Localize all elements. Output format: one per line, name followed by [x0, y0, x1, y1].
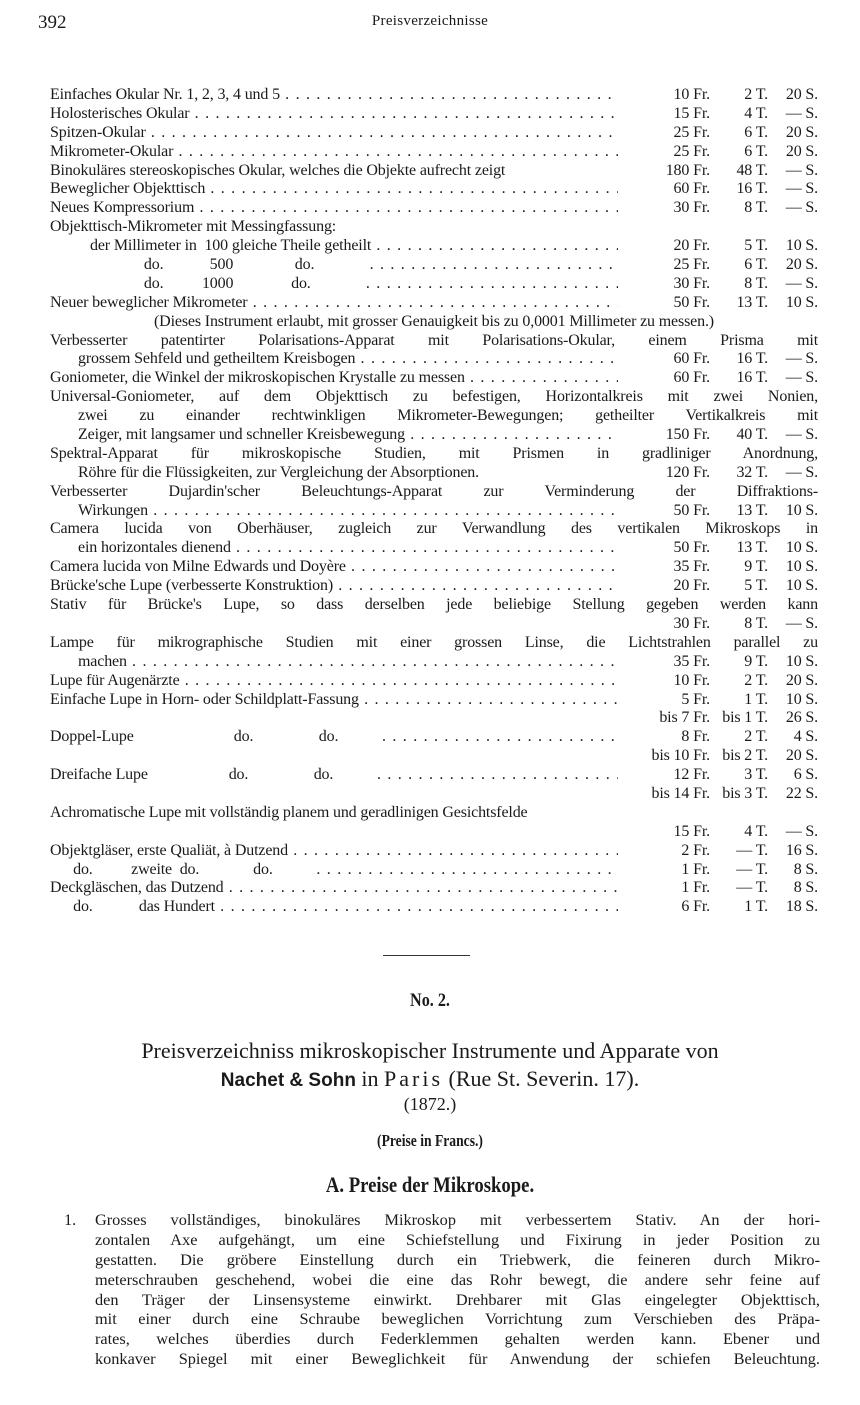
- item-description: Neues Kompressorium . . .: [50, 199, 618, 218]
- price-thaler: — T.: [736, 879, 768, 897]
- page-number: 392: [38, 12, 67, 33]
- price-list-row: [50, 785, 818, 804]
- price-francs: 35 Fr.: [673, 558, 710, 576]
- price-silbergroschen: 22 S.: [785, 784, 818, 802]
- item-description: do. zweite do. do. . . .: [50, 861, 618, 880]
- price-thaler: 4 T.: [744, 104, 768, 122]
- price-list-row: [50, 180, 818, 199]
- item-description: Stativ für Brücke's Lupe, so dass derselben jede beliebige Stellung gegeben werden kann: [50, 596, 818, 614]
- price-list-row: [50, 653, 818, 672]
- price-francs: bis 10 Fr.: [651, 747, 710, 765]
- price-francs: 60 Fr.: [673, 369, 710, 387]
- price-list-row: [50, 143, 818, 162]
- price-silbergroschen: — S.: [785, 426, 818, 444]
- price-list-row: [50, 520, 818, 539]
- item-description: Goniometer, die Winkel der mikroskopischen Krystalle zu messen . . .: [50, 369, 618, 388]
- item-description: Lampe für mikrographische Studien mit einer grossen Linse, die Lichtstrahlen parallel zu: [50, 633, 818, 651]
- price-francs: 20 Fr.: [673, 577, 710, 595]
- item-description: Wirkungen . . .: [50, 502, 618, 521]
- price-list-row: [50, 218, 818, 237]
- price-list-row: [50, 747, 818, 766]
- price-francs: 25 Fr.: [673, 142, 710, 160]
- price-list-row: [50, 313, 818, 332]
- price-thaler: 32 T.: [736, 463, 768, 481]
- price-silbergroschen: 10 S.: [785, 237, 818, 255]
- paragraph-line: meterschrauben geschehend, wobei die eine das Rohr bewegt, die andere sehr feine auf: [95, 1269, 820, 1289]
- price-silbergroschen: — S.: [785, 161, 818, 179]
- item-description: Einfache Lupe in Horn- oder Schildplatt-Fassung . . .: [50, 691, 618, 710]
- price-silbergroschen: 20 S.: [785, 671, 818, 689]
- item-description: Neuer beweglicher Mikrometer . . .: [50, 294, 618, 313]
- item-description: Mikrometer-Okular . . .: [50, 143, 618, 162]
- price-list-row: [50, 237, 818, 256]
- paragraph-line: Grosses vollständiges, binokuläres Mikroskop mit verbessertem Stativ. An der hori-: [95, 1210, 820, 1229]
- price-list-row: [50, 823, 818, 842]
- price-list-row: [50, 672, 818, 691]
- price-silbergroschen: — S.: [785, 274, 818, 292]
- price-francs: bis 7 Fr.: [659, 709, 710, 727]
- item-description: [50, 785, 618, 804]
- price-francs: 25 Fr.: [673, 123, 710, 141]
- item-description: Achromatische Lupe mit vollständig planem und geradlinigen Gesichtsfelde: [50, 803, 528, 821]
- price-francs: 50 Fr.: [673, 501, 710, 519]
- item-number: 1.: [64, 1210, 77, 1229]
- price-thaler: 2 T.: [744, 86, 768, 103]
- price-francs: 10 Fr.: [673, 86, 710, 103]
- price-francs: bis 14 Fr.: [651, 784, 710, 802]
- price-thaler: 5 T.: [744, 237, 768, 255]
- price-thaler: 16 T.: [736, 350, 768, 368]
- item-description: Verbesserter patentirter Polarisations-Apparat mit Polarisations-Okular, einem Prisma mit: [50, 331, 818, 349]
- price-silbergroschen: — S.: [785, 463, 818, 481]
- price-list-row: [50, 199, 818, 218]
- price-francs: 6 Fr.: [681, 898, 710, 916]
- price-francs: 25 Fr.: [673, 256, 710, 274]
- price-francs: 12 Fr.: [673, 766, 710, 784]
- price-thaler: 8 T.: [744, 199, 768, 217]
- price-silbergroschen: 26 S.: [785, 709, 818, 727]
- price-list-row: [50, 879, 818, 898]
- price-thaler: 16 T.: [736, 369, 768, 387]
- price-list-row: [50, 388, 818, 407]
- price-francs: 1 Fr.: [681, 879, 710, 897]
- item-description: Objektgläser, erste Qualiät, à Dutzend . . .: [50, 842, 618, 861]
- item-description: [50, 747, 618, 766]
- price-silbergroschen: 10 S.: [785, 539, 818, 557]
- price-francs: 180 Fr.: [665, 161, 710, 179]
- price-silbergroschen: — S.: [785, 180, 818, 198]
- price-thaler: bis 3 T.: [722, 784, 768, 802]
- section-title: Preisverzeichniss mikroskopischer Instrumente und Apparate von: [141, 1038, 719, 1063]
- price-francs: 35 Fr.: [673, 652, 710, 670]
- item-description: Universal-Goniometer, auf dem Objekttisch zu befestigen, Horizontalkreis mit zwei Nonien,: [50, 388, 818, 406]
- item-description: Spitzen-Okular . . .: [50, 124, 618, 143]
- price-thaler: 9 T.: [744, 558, 768, 576]
- price-francs: 8 Fr.: [681, 728, 710, 746]
- price-thaler: 13 T.: [736, 539, 768, 557]
- item-description: [50, 709, 618, 728]
- price-thaler: — T.: [736, 860, 768, 878]
- item-description: Einfaches Okular Nr. 1, 2, 3, 4 und 5 . . .: [50, 86, 618, 105]
- price-list-row: [50, 596, 818, 615]
- price-thaler: 13 T.: [736, 501, 768, 519]
- item-description: Zeiger, mit langsamer und schneller Kreisbewegung . . .: [50, 426, 618, 445]
- price-list-row: [50, 842, 818, 861]
- price-silbergroschen: 10 S.: [785, 293, 818, 311]
- price-list-row: [50, 294, 818, 313]
- item-description: Doppel-Lupe do. do. . . .: [50, 728, 618, 747]
- item-description: do. das Hundert . . .: [50, 898, 618, 917]
- item-description: Verbesserter Dujardin'scher Beleuchtungs-Apparat zur Verminderung der Diffraktions-: [50, 482, 818, 500]
- price-francs: 1 Fr.: [681, 860, 710, 878]
- price-list-row: [50, 615, 818, 634]
- paragraph-line: rates, welches überdies durch Federklemmen gehalten werden kann. Ebener und: [95, 1329, 820, 1349]
- price-silbergroschen: 10 S.: [785, 577, 818, 595]
- price-silbergroschen: 10 S.: [785, 652, 818, 670]
- section-divider: [383, 955, 470, 956]
- price-francs: 15 Fr.: [673, 104, 710, 122]
- item-description: Camera lucida von Milne Edwards und Doyère . . .: [50, 558, 618, 577]
- item-description: Binokuläres stereoskopisches Okular, welches die Objekte aufrecht zeigt: [50, 161, 506, 179]
- price-francs: 60 Fr.: [673, 350, 710, 368]
- item-description: Holosterisches Okular . . .: [50, 105, 618, 124]
- price-silbergroschen: 8 S.: [793, 879, 818, 897]
- price-thaler: 6 T.: [744, 123, 768, 141]
- price-thaler: — T.: [736, 841, 768, 859]
- price-thaler: 8 T.: [744, 274, 768, 292]
- price-thaler: 4 T.: [744, 822, 768, 840]
- price-list-row: [50, 709, 818, 728]
- currency-note: (Preise in Francs.): [377, 1131, 483, 1150]
- item-description: Deckgläschen, das Dutzend . . .: [50, 879, 618, 898]
- running-title: Preisverzeichnisse: [371, 13, 489, 29]
- item-description: [50, 615, 618, 634]
- price-list-row: [50, 634, 818, 653]
- price-thaler: bis 1 T.: [722, 709, 768, 727]
- item-description: Camera lucida von Oberhäuser, zugleich zur Verwandlung des vertikalen Mikroskops in: [50, 520, 818, 538]
- item-description: Lupe für Augenärzte . . .: [50, 672, 618, 691]
- price-thaler: 3 T.: [744, 766, 768, 784]
- price-list-row: [50, 256, 818, 275]
- paragraph-line: gestatten. Die gröbere Einstellung durch ein Triebwerk, die feineren durch Mikro-: [95, 1249, 820, 1269]
- item-description: do. 500 do. . . .: [50, 256, 618, 275]
- price-thaler: 16 T.: [736, 180, 768, 198]
- price-silbergroschen: 10 S.: [785, 501, 818, 519]
- price-thaler: bis 2 T.: [722, 747, 768, 765]
- price-silbergroschen: 10 S.: [785, 558, 818, 576]
- item-description: [95, 1210, 820, 1369]
- item-description: [50, 823, 618, 842]
- item-description: Spektral-Apparat für mikroskopische Studien, mit Prismen in gradliniger Anordnung,: [50, 444, 818, 462]
- price-silbergroschen: 8 S.: [793, 860, 818, 878]
- price-list-row: [50, 898, 818, 917]
- price-francs: 2 Fr.: [681, 841, 710, 859]
- price-thaler: 6 T.: [744, 256, 768, 274]
- paragraph-line: den Träger der Linsensysteme einwirkt. Drehbarer mit Glas eingelegter Objekttisch,: [95, 1289, 820, 1309]
- price-list-row: [50, 464, 818, 483]
- price-list-row: [50, 426, 818, 445]
- price-silbergroschen: 10 S.: [785, 690, 818, 708]
- price-silbergroschen: 20 S.: [785, 142, 818, 160]
- price-silbergroschen: 18 S.: [785, 898, 818, 916]
- address: (Rue St. Severin. 17).: [443, 1066, 640, 1091]
- subheading: A. Preise der Mikroskope.: [325, 1172, 535, 1197]
- item-description: Dreifache Lupe do. do. . . .: [50, 766, 618, 785]
- item-description: Beweglicher Objekttisch . . .: [50, 180, 618, 199]
- paragraph-line: zontalen Axe aufgehängt, um eine Schiefstellung und Fixirung in jeder Position zu: [95, 1229, 820, 1249]
- price-thaler: 40 T.: [736, 426, 768, 444]
- price-thaler: 2 T.: [744, 671, 768, 689]
- item-description: (Dieses Instrument erlaubt, mit grosser Genauigkeit bis zu 0,0001 Millimeter zu messen.): [153, 312, 714, 330]
- price-list-row: [50, 275, 818, 294]
- item-description: grossem Sehfeld und getheiltem Kreisbogen . . .: [50, 350, 618, 369]
- price-list-row: [50, 105, 818, 124]
- price-francs: 30 Fr.: [673, 614, 710, 632]
- price-list-row: [50, 861, 818, 880]
- price-francs: 50 Fr.: [673, 293, 710, 311]
- price-thaler: 9 T.: [744, 652, 768, 670]
- price-list-row: [50, 369, 818, 388]
- price-list-row: [50, 86, 818, 105]
- price-list-row: [50, 162, 818, 181]
- title-connector: in: [355, 1066, 385, 1091]
- price-silbergroschen: 20 S.: [785, 747, 818, 765]
- price-silbergroschen: 4 S.: [793, 728, 818, 746]
- price-francs: 60 Fr.: [673, 180, 710, 198]
- price-silbergroschen: 20 S.: [785, 256, 818, 274]
- price-francs: 150 Fr.: [665, 426, 710, 444]
- item-description: Objekttisch-Mikrometer mit Messingfassung:: [50, 218, 337, 236]
- section-title-line2: [0, 1066, 860, 1092]
- price-thaler: 2 T.: [744, 728, 768, 746]
- price-silbergroschen: — S.: [785, 199, 818, 217]
- paragraph-line: konkaver Spiegel mit einer Beweglichkeit für Anwendung der schiefen Beleuchtung.: [95, 1349, 820, 1369]
- price-francs: 50 Fr.: [673, 539, 710, 557]
- price-thaler: 1 T.: [744, 898, 768, 916]
- price-silbergroschen: — S.: [785, 614, 818, 632]
- price-list: [50, 86, 818, 917]
- price-silbergroschen: — S.: [785, 104, 818, 122]
- price-list-row: [50, 483, 818, 502]
- price-francs: 30 Fr.: [673, 274, 710, 292]
- price-thaler: 48 T.: [736, 161, 768, 179]
- price-francs: 120 Fr.: [665, 463, 710, 481]
- price-francs: 5 Fr.: [681, 690, 710, 708]
- price-thaler: 6 T.: [744, 142, 768, 160]
- price-silbergroschen: 6 S.: [793, 766, 818, 784]
- price-list-row: [50, 539, 818, 558]
- firm-name: Nachet & Sohn: [220, 1070, 356, 1091]
- price-francs: 10 Fr.: [673, 671, 710, 689]
- paragraph-line: mit einer durch eine Schraube beweglichen Vorrichtung zum Verschieben des Präpa-: [95, 1309, 820, 1329]
- price-silbergroschen: 20 S.: [785, 123, 818, 141]
- price-thaler: 5 T.: [744, 577, 768, 595]
- price-silbergroschen: — S.: [785, 822, 818, 840]
- price-list-row: [50, 350, 818, 369]
- city: Paris: [384, 1066, 444, 1091]
- price-list-row: [50, 728, 818, 747]
- item-description: der Millimeter in 100 gleiche Theile getheilt . . .: [50, 237, 618, 256]
- price-thaler: 13 T.: [736, 293, 768, 311]
- item-description: Brücke'sche Lupe (verbesserte Konstruktion) . . .: [50, 577, 618, 596]
- item-description: zwei zu einander rechtwinkligen Mikrometer-Bewegungen; getheilter Vertikalkreis mit: [78, 407, 818, 425]
- price-silbergroschen: — S.: [785, 350, 818, 368]
- item-description: Röhre für die Flüssigkeiten, zur Vergleichung der Absorptionen.: [78, 463, 479, 481]
- price-francs: 30 Fr.: [673, 199, 710, 217]
- section-number: No. 2.: [410, 990, 450, 1011]
- item-description: machen . . .: [50, 653, 618, 672]
- price-list-row: [50, 445, 818, 464]
- price-list-row: [50, 502, 818, 521]
- price-silbergroschen: 20 S.: [785, 86, 818, 103]
- price-thaler: 1 T.: [744, 690, 768, 708]
- price-francs: 15 Fr.: [673, 822, 710, 840]
- price-list-row: [50, 804, 818, 823]
- item-description: ein horizontales dienend . . .: [50, 539, 618, 558]
- price-list-row: [50, 691, 818, 710]
- price-silbergroschen: 16 S.: [785, 841, 818, 859]
- year: (1872.): [403, 1094, 457, 1114]
- price-thaler: 8 T.: [744, 614, 768, 632]
- item-description: do. 1000 do. . . .: [50, 275, 618, 294]
- price-list-row: [50, 124, 818, 143]
- price-list-row: [50, 766, 818, 785]
- price-francs: 20 Fr.: [673, 237, 710, 255]
- price-list-row: [50, 407, 818, 426]
- price-list-row: [50, 558, 818, 577]
- price-list-row: [50, 332, 818, 351]
- price-list-row: [50, 577, 818, 596]
- price-silbergroschen: — S.: [785, 369, 818, 387]
